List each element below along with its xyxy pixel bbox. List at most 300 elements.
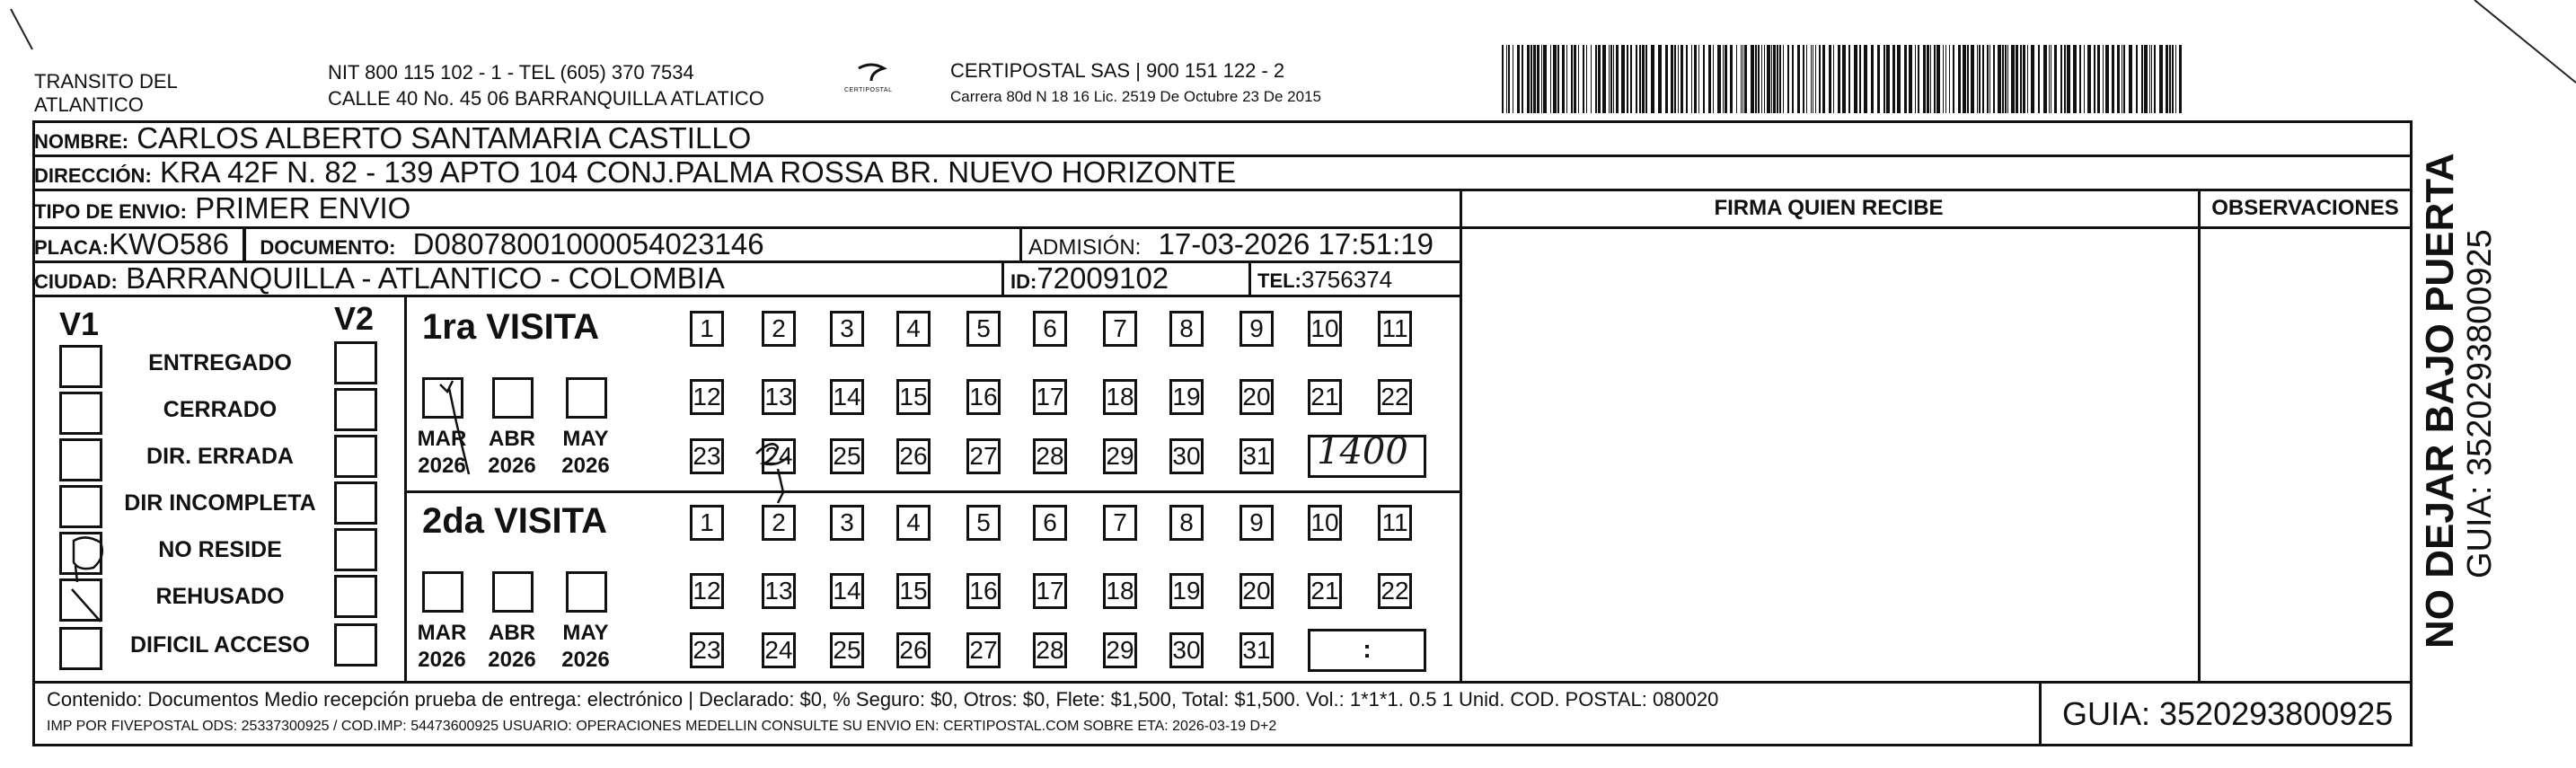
day-box[interactable]: 15	[896, 379, 931, 415]
visit-title: 2da VISITA	[422, 501, 607, 541]
barcode	[1502, 45, 2183, 113]
barcode-bar	[1949, 45, 1950, 113]
barcode-bar	[2149, 45, 2150, 113]
admision-field	[1028, 228, 1434, 264]
day-box[interactable]: 12	[690, 379, 724, 415]
barcode-bar	[1531, 45, 1532, 113]
barcode-bar	[2166, 45, 2168, 113]
barcode-bar	[2060, 45, 2062, 113]
issuer-line-1: TRANSITO DEL	[34, 70, 178, 93]
status-label: DIR INCOMPLETA	[124, 490, 316, 516]
month-checkbox[interactable]	[422, 377, 463, 419]
barcode-bar	[1694, 45, 1697, 113]
day-box[interactable]: 17	[1033, 379, 1067, 415]
barcode-bar	[1681, 45, 1683, 113]
issuer-nit: NIT 800 115 102 - 1 - TEL (605) 370 7534	[328, 61, 694, 84]
month-label	[485, 426, 539, 480]
v2-checkbox[interactable]	[334, 388, 377, 431]
day-box[interactable]: 30	[1169, 632, 1204, 668]
barcode-bar	[1725, 45, 1727, 113]
admision-label: ADMISIÓN:	[1028, 235, 1142, 260]
barcode-bar	[2002, 45, 2004, 113]
nombre-value: CARLOS ALBERTO SANTAMARIA CASTILLO	[137, 121, 752, 154]
day-box[interactable]: 3	[830, 505, 864, 541]
day-box[interactable]: 2	[762, 505, 796, 541]
day-box[interactable]: 10	[1308, 311, 1342, 347]
barcode-bar	[1773, 45, 1776, 113]
day-box[interactable]: 8	[1169, 311, 1204, 347]
barcode-bar	[1930, 45, 1931, 113]
barcode-bar	[1979, 45, 1981, 113]
placa-row	[34, 228, 764, 260]
barcode-bar	[1987, 45, 1989, 113]
status-label: ENTREGADO	[148, 350, 292, 375]
barcode-bar	[1610, 45, 1612, 113]
day-box[interactable]: 7	[1103, 311, 1137, 347]
barcode-bar	[1982, 45, 1984, 113]
barcode-bar	[1783, 45, 1784, 113]
barcode-bar	[1838, 45, 1840, 113]
month-year: 2026	[488, 648, 536, 672]
day-box[interactable]: 21	[1308, 379, 1342, 415]
barcode-bar	[1723, 45, 1724, 113]
barcode-bar	[1533, 45, 1536, 113]
barcode-bar	[2105, 45, 2109, 113]
day-box[interactable]: 5	[966, 311, 1001, 347]
month-year: 2026	[418, 454, 466, 478]
ciudad-row	[34, 262, 725, 295]
month-year: 2026	[561, 454, 610, 478]
barcode-bar	[1779, 45, 1781, 113]
barcode-bar	[2020, 45, 2022, 113]
barcode-bar	[1897, 45, 1901, 113]
footer-contenido: Contenido: Documentos Medio recepción prueba de entrega: electrónico | Declarado: $0, % Seguro: $0, Otros: $0, Flete: $1,500, Total: $1,500. Vol.: 1*1*1. 0.5 1 Unid. COD. POSTAL: 080020	[47, 688, 1719, 711]
courier-logo-text: CERTIPOSTAL	[844, 87, 893, 93]
barcode-bar	[1871, 45, 1874, 113]
day-box[interactable]: 26	[896, 632, 931, 668]
day-box[interactable]: 9	[1239, 311, 1274, 347]
barcode-bar	[1815, 45, 1816, 113]
placa-value: KWO586	[109, 227, 229, 260]
courier-logo-icon	[844, 63, 893, 99]
barcode-bar	[1967, 45, 1969, 113]
barcode-bar	[2112, 45, 2114, 113]
nombre-row	[34, 122, 751, 154]
barcode-bar	[2027, 45, 2028, 113]
v1-checkbox[interactable]	[59, 578, 102, 622]
day-box[interactable]: 10	[1308, 505, 1342, 541]
barcode-bar	[1953, 45, 1954, 113]
barcode-bar	[1583, 45, 1584, 113]
divider	[1019, 226, 1022, 260]
barcode-bar	[1553, 45, 1557, 113]
day-box[interactable]: 25	[830, 438, 864, 474]
divider	[1248, 260, 1251, 295]
day-box[interactable]: 13	[762, 573, 796, 609]
day-box[interactable]: 13	[762, 379, 796, 415]
barcode-bar	[2049, 45, 2050, 113]
barcode-bar	[2179, 45, 2182, 113]
month-label	[415, 620, 469, 674]
barcode-bar	[1755, 45, 1757, 113]
barcode-bar	[2043, 45, 2047, 113]
documento-label: DOCUMENTO:	[260, 236, 396, 259]
day-box[interactable]: 9	[1239, 505, 1274, 541]
barcode-bar	[1674, 45, 1676, 113]
day-box[interactable]: 12	[690, 573, 724, 609]
side-warning: NO DEJAR BAJO PUERTA	[2418, 153, 2462, 649]
ciudad-value: BARRANQUILLA - ATLANTICO - COLOMBIA	[126, 261, 725, 295]
day-box[interactable]: 14	[830, 379, 864, 415]
barcode-bar	[1958, 45, 1961, 113]
barcode-bar	[1758, 45, 1760, 113]
barcode-bar	[2007, 45, 2008, 113]
day-box[interactable]: 21	[1308, 573, 1342, 609]
footer-imp: IMP POR FIVEPOSTAL ODS: 25337300925 / COD.IMP: 54473600925 USUARIO: OPERACIONES MEDELLIN CONSULTE SU ENVIO EN: CERTIPOSTAL.COM SOBRE ETA: 2026-03-19 D+2	[47, 719, 1277, 734]
barcode-bar	[1936, 45, 1940, 113]
barcode-bar	[1909, 45, 1912, 113]
month-year: 2026	[418, 648, 466, 672]
barcode-bar	[1678, 45, 1679, 113]
footer-guia: GUIA: 3520293800925	[2062, 695, 2394, 732]
day-box[interactable]: 27	[966, 632, 1001, 668]
day-box[interactable]: 15	[896, 573, 931, 609]
month-name: MAR	[417, 621, 467, 645]
barcode-bar	[2141, 45, 2143, 113]
barcode-bar	[1630, 45, 1632, 113]
barcode-bar	[1883, 45, 1885, 113]
divider	[404, 490, 1460, 493]
barcode-bar	[1811, 45, 1812, 113]
barcode-bar	[2031, 45, 2034, 113]
day-box[interactable]: 19	[1169, 573, 1204, 609]
barcode-bar	[1502, 45, 1504, 113]
day-box[interactable]: 22	[1378, 379, 1412, 415]
tel-field	[1257, 266, 1392, 295]
barcode-bar	[1842, 45, 1846, 113]
divider	[2039, 681, 2042, 746]
issuer-name	[34, 70, 178, 117]
day-box[interactable]: 6	[1033, 311, 1067, 347]
divider	[243, 228, 246, 260]
day-box[interactable]: 11	[1378, 311, 1412, 347]
placa-label: PLACA:	[34, 236, 110, 259]
barcode-bar	[2103, 45, 2104, 113]
handwritten-time: 1400	[1317, 431, 1408, 472]
day-box[interactable]: 27	[966, 438, 1001, 474]
month-name: MAY	[562, 427, 609, 451]
barcode-bar	[2084, 45, 2085, 113]
month-checkbox[interactable]	[566, 571, 607, 613]
courier-address: Carrera 80d N 18 16 Lic. 2519 De Octubre 23 De 2015	[950, 88, 1321, 105]
month-label	[559, 426, 613, 480]
day-box[interactable]: 31	[1239, 632, 1274, 668]
barcode-bar	[2023, 45, 2025, 113]
v2-checkbox[interactable]	[334, 481, 377, 525]
barcode-bar	[1736, 45, 1737, 113]
barcode-bar	[1943, 45, 1944, 113]
v1-checkbox[interactable]	[59, 485, 102, 528]
barcode-bar	[1730, 45, 1733, 113]
day-box[interactable]: 20	[1239, 573, 1274, 609]
day-box[interactable]: 3	[830, 311, 864, 347]
barcode-bar	[1639, 45, 1641, 113]
tel-value: 3756374	[1301, 266, 1393, 293]
id-label: ID:	[1010, 270, 1037, 293]
barcode-bar	[2159, 45, 2163, 113]
barcode-bar	[1859, 45, 1861, 113]
barcode-bar	[1645, 45, 1647, 113]
day-box[interactable]: 6	[1033, 505, 1067, 541]
barcode-bar	[2087, 45, 2091, 113]
divider	[2198, 189, 2201, 683]
barcode-bar	[1993, 45, 1995, 113]
barcode-bar	[1761, 45, 1762, 113]
barcode-bar	[1595, 45, 1597, 113]
status-label: REHUSADO	[155, 584, 285, 609]
barcode-bar	[2154, 45, 2156, 113]
barcode-bar	[1571, 45, 1573, 113]
barcode-bar	[1998, 45, 2001, 113]
v1-checkbox[interactable]	[59, 627, 102, 670]
day-box[interactable]: 22	[1378, 573, 1412, 609]
barcode-bar	[1742, 45, 1743, 113]
admision-value: 17-03-2026 17:51:19	[1158, 227, 1434, 260]
barcode-bar	[1665, 45, 1668, 113]
frame-right	[2410, 120, 2413, 746]
day-box[interactable]: 24	[762, 632, 796, 668]
barcode-bar	[1971, 45, 1974, 113]
v2-checkbox[interactable]	[334, 623, 377, 666]
barcode-bar	[2144, 45, 2148, 113]
direccion-label: DIRECCIÓN:	[34, 164, 152, 187]
day-box[interactable]: 19	[1169, 379, 1204, 415]
observaciones-label: OBSERVACIONES	[2211, 196, 2399, 220]
side-guia: GUIA: 3520293800925	[2461, 229, 2499, 578]
barcode-bar	[1822, 45, 1825, 113]
v1-checkbox[interactable]	[59, 392, 102, 435]
barcode-bar	[2175, 45, 2176, 113]
barcode-bar	[1751, 45, 1754, 113]
divider	[1460, 189, 1462, 683]
divider	[1001, 260, 1004, 295]
barcode-bar	[1923, 45, 1926, 113]
barcode-bar	[1627, 45, 1628, 113]
barcode-bar	[1904, 45, 1907, 113]
barcode-bar	[1806, 45, 1807, 113]
status-label: CERRADO	[163, 397, 278, 422]
rule	[32, 295, 1462, 297]
day-box[interactable]: 29	[1103, 632, 1137, 668]
day-box[interactable]: 1	[690, 505, 724, 541]
tipo-label: TIPO DE ENVIO:	[34, 200, 187, 223]
day-box[interactable]: 28	[1033, 632, 1067, 668]
v2-checkbox[interactable]	[334, 528, 377, 571]
barcode-bar	[1651, 45, 1654, 113]
day-box[interactable]: 1	[690, 311, 724, 347]
barcode-bar	[1848, 45, 1850, 113]
month-checkbox[interactable]	[492, 377, 534, 419]
month-label	[485, 620, 539, 674]
direccion-value: KRA 42F N. 82 - 139 APTO 104 CONJ.PALMA ROSSA BR. NUEVO HORIZONTE	[159, 155, 1237, 189]
day-box[interactable]: 18	[1103, 573, 1137, 609]
barcode-bar	[1927, 45, 1929, 113]
barcode-bar	[2016, 45, 2018, 113]
time-box[interactable]: :	[1308, 629, 1426, 672]
month-name: ABR	[489, 621, 535, 645]
barcode-bar	[1771, 45, 1772, 113]
day-box[interactable]: 18	[1103, 379, 1137, 415]
day-box[interactable]: 14	[830, 573, 864, 609]
month-name: MAR	[417, 427, 467, 451]
barcode-bar	[1686, 45, 1688, 113]
barcode-bar	[2067, 45, 2070, 113]
month-checkbox[interactable]	[566, 377, 607, 419]
direccion-row	[34, 156, 1236, 189]
barcode-bar	[2079, 45, 2081, 113]
v2-checkbox[interactable]	[334, 341, 377, 384]
barcode-bar	[1963, 45, 1966, 113]
barcode-bar	[2064, 45, 2066, 113]
day-box[interactable]: 28	[1033, 438, 1067, 474]
barcode-bar	[2129, 45, 2132, 113]
barcode-bar	[2117, 45, 2120, 113]
barcode-bar	[1803, 45, 1804, 113]
day-box[interactable]: 11	[1378, 505, 1412, 541]
barcode-bar	[1767, 45, 1770, 113]
barcode-bar	[1864, 45, 1867, 113]
tipo-value: PRIMER ENVIO	[195, 191, 411, 225]
courier-name: CERTIPOSTAL SAS | 900 151 122 - 2	[950, 59, 1285, 82]
barcode-bar	[2151, 45, 2152, 113]
barcode-bar	[1508, 45, 1510, 113]
barcode-bar	[1918, 45, 1919, 113]
barcode-bar	[1744, 45, 1747, 113]
barcode-bar	[1586, 45, 1587, 113]
barcode-bar	[1537, 45, 1539, 113]
day-box[interactable]: 25	[830, 632, 864, 668]
month-checkbox[interactable]	[492, 571, 534, 613]
day-box[interactable]: 4	[896, 311, 931, 347]
day-box[interactable]: 17	[1033, 573, 1067, 609]
barcode-bar	[2011, 45, 2015, 113]
v1-heading: V1	[59, 305, 100, 342]
barcode-bar	[1833, 45, 1834, 113]
v2-checkbox[interactable]	[334, 435, 377, 478]
firma-label: FIRMA QUIEN RECIBE	[1714, 196, 1944, 220]
barcode-bar	[1877, 45, 1880, 113]
barcode-bar	[1621, 45, 1625, 113]
barcode-bar	[1764, 45, 1765, 113]
day-box[interactable]: 29	[1103, 438, 1137, 474]
month-label	[559, 620, 613, 674]
barcode-bar	[1777, 45, 1778, 113]
barcode-bar	[1562, 45, 1565, 113]
month-name: MAY	[562, 621, 609, 645]
barcode-bar	[1598, 45, 1601, 113]
barcode-bar	[1602, 45, 1606, 113]
day-box[interactable]: 23	[690, 438, 724, 474]
v2-checkbox[interactable]	[334, 575, 377, 618]
day-box[interactable]: 5	[966, 505, 1001, 541]
barcode-bar	[2123, 45, 2125, 113]
barcode-bar	[1892, 45, 1895, 113]
barcode-bar	[1671, 45, 1673, 113]
barcode-bar	[1566, 45, 1567, 113]
barcode-bar	[2054, 45, 2057, 113]
v1-checkbox[interactable]	[59, 438, 102, 481]
barcode-bar	[1819, 45, 1821, 113]
day-box[interactable]: 31	[1239, 438, 1274, 474]
day-box[interactable]: 7	[1103, 505, 1137, 541]
barcode-bar	[2073, 45, 2077, 113]
barcode-bar	[1642, 45, 1645, 113]
frame-bottom	[32, 744, 2413, 746]
barcode-bar	[2005, 45, 2007, 113]
day-box[interactable]: 30	[1169, 438, 1204, 474]
barcode-bar	[1550, 45, 1551, 113]
day-box[interactable]: 8	[1169, 505, 1204, 541]
barcode-bar	[1613, 45, 1614, 113]
day-box[interactable]: 26	[896, 438, 931, 474]
barcode-bar	[1977, 45, 1978, 113]
barcode-bar	[1522, 45, 1523, 113]
status-label: DIFICIL ACCESO	[129, 632, 310, 658]
barcode-bar	[1792, 45, 1794, 113]
barcode-bar	[1797, 45, 1800, 113]
month-year: 2026	[561, 648, 610, 672]
barcode-bar	[1691, 45, 1692, 113]
barcode-bar	[1543, 45, 1547, 113]
barcode-bar	[1703, 45, 1705, 113]
barcode-bar	[1506, 45, 1507, 113]
day-box[interactable]: 2	[762, 311, 796, 347]
barcode-bar	[1591, 45, 1592, 113]
day-box[interactable]: 20	[1239, 379, 1274, 415]
v1-checkbox[interactable]	[59, 345, 102, 388]
day-box[interactable]: 4	[896, 505, 931, 541]
barcode-bar	[1854, 45, 1857, 113]
id-value: 72009102	[1037, 261, 1169, 295]
tipo-row	[34, 192, 410, 225]
documento-value: D08078001000054023146	[412, 227, 764, 260]
day-box[interactable]: 24	[762, 438, 796, 474]
barcode-bar	[1527, 45, 1530, 113]
day-box[interactable]: 23	[690, 632, 724, 668]
barcode-bar	[1708, 45, 1711, 113]
v1-checkbox[interactable]	[59, 532, 102, 575]
barcode-bar	[1915, 45, 1916, 113]
nombre-label: NOMBRE:	[34, 130, 129, 153]
barcode-bar	[1616, 45, 1619, 113]
barcode-bar	[2172, 45, 2174, 113]
barcode-bar	[1698, 45, 1699, 113]
id-field	[1010, 262, 1169, 298]
barcode-bar	[2094, 45, 2095, 113]
month-checkbox[interactable]	[422, 571, 463, 613]
barcode-bar	[1713, 45, 1714, 113]
issuer-contact	[328, 61, 764, 110]
day-box[interactable]: 16	[966, 379, 1001, 415]
courier-info	[950, 59, 1321, 107]
tel-label: TEL:	[1257, 269, 1301, 292]
day-box[interactable]: 16	[966, 573, 1001, 609]
barcode-bar	[1886, 45, 1890, 113]
barcode-bar	[1717, 45, 1721, 113]
barcode-bar	[1945, 45, 1946, 113]
barcode-bar	[1741, 45, 1742, 113]
visit-title: 1ra VISITA	[422, 307, 600, 347]
